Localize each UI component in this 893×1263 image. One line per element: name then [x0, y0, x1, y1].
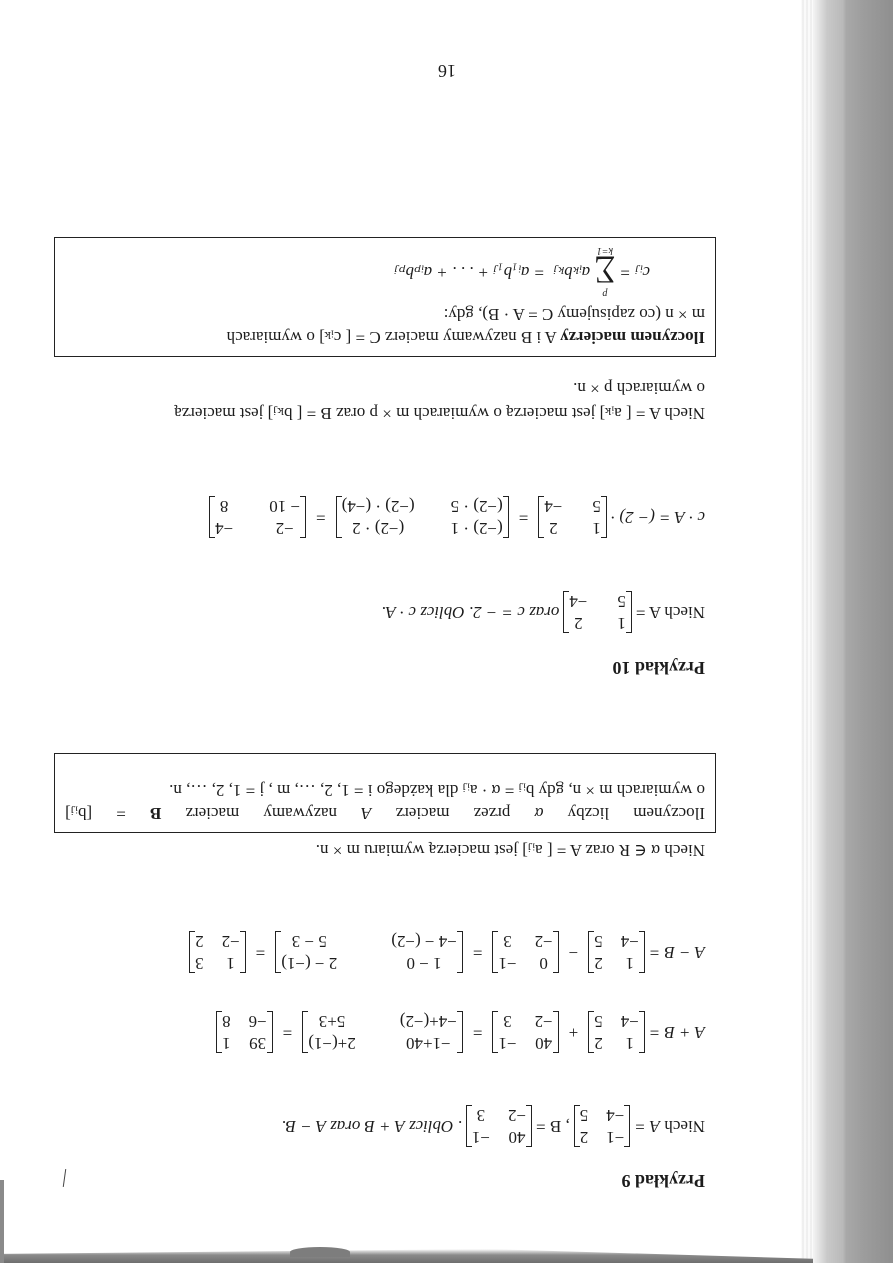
- sum-matrix-A: 1 2 −4 5: [588, 1011, 645, 1053]
- product-intro-line-2: o wymiarach p × n.: [573, 379, 705, 399]
- scalar-definition-box: [54, 753, 716, 833]
- sum-lhs: A + B =: [648, 1023, 705, 1042]
- equals-sign: =: [518, 508, 529, 527]
- diff-expanded-matrix: 1 − 0 2 − (−1) −4 − (−2) 5 − 3: [275, 931, 463, 973]
- matrix-B-label: , B =: [536, 1117, 570, 1136]
- diff-result-matrix: 1 3 −2 2: [189, 931, 246, 973]
- product-intro-line-1: Niech A = [ aᵢₖ] jest macierzą o wymiarach m × p oraz B = [ bₖⱼ] jest macierzą: [174, 404, 705, 423]
- example-10-statement: [381, 591, 705, 633]
- pencil-mark: [63, 1169, 66, 1187]
- statement-prefix: Niech A =: [635, 603, 705, 622]
- product-definition-box: [54, 237, 716, 357]
- example-9-heading: Przykład 9: [621, 1171, 705, 1191]
- summation-symbol: p ∑ k=1: [594, 244, 616, 300]
- scalar-def-line-2: o wymiarach m × n, gdy bᵢⱼ = α · aᵢⱼ dla każdego i = 1, 2, …, m , j = 1, 2, …, n.: [169, 781, 705, 801]
- calc-matrix-A: 1 2 5 −4: [538, 496, 607, 538]
- page-number: 16: [438, 61, 456, 81]
- example-9-statement: [282, 1105, 706, 1147]
- sum-equation: [212, 1011, 705, 1053]
- scalar-lhs: c · A = (− 2) ·: [610, 508, 705, 527]
- plus-operator: +: [568, 1023, 579, 1042]
- example-10-heading: Przykład 10: [612, 658, 705, 678]
- equals-sign: =: [255, 943, 266, 962]
- calc-result-matrix: −2 −4 − 10 8: [209, 496, 306, 538]
- scalar-def-line-1: Iloczynem liczby α przez macierz A nazywamy macierz B = [bᵢⱼ]: [65, 804, 705, 823]
- diff-matrix-A: 1 2 −4 5: [588, 931, 645, 973]
- product-def-line-1: Iloczynem macierzy A i B nazywamy macierz C = [ cᵢₖ] o wymiarach: [226, 328, 705, 347]
- difference-equation: [185, 931, 705, 973]
- sum-expanded-matrix: −1+40 2+(−1) −4+(−2) 5+3: [302, 1011, 463, 1053]
- equals-sign: =: [282, 1023, 293, 1042]
- calc-expanded-matrix: (−2) · 1 (−2) · 2 (−2) · 5 (−2) · (−4): [336, 496, 509, 538]
- matrix-A-label: A =: [634, 1117, 661, 1136]
- statement-suffix: oraz c = − 2. Oblicz c · A.: [381, 603, 560, 622]
- minus-operator: −: [568, 943, 579, 962]
- scalar-def-intro: Niech α ∈ R oraz A = [ aᵢⱼ] jest macierzą wymiaru m × n.: [315, 841, 705, 860]
- diff-matrix-B: 0 −1 −2 3: [492, 931, 558, 973]
- equals-sign: =: [316, 508, 326, 527]
- product-formula: cᵢⱼ = p ∑ k=1 aᵢₖbₖⱼ = aᵢ₁b₁ⱼ + . . . + aᵢₚbₚⱼ: [394, 244, 650, 300]
- statement-suffix: . Oblicz A + B oraz A − B.: [281, 1117, 462, 1136]
- statement-prefix: Niech: [664, 1117, 705, 1136]
- sum-result-matrix: 39 1 −6 8: [216, 1011, 273, 1053]
- diff-lhs: A − B =: [648, 943, 705, 962]
- product-def-intro: [174, 376, 705, 425]
- scalar-product-equation: [205, 496, 705, 538]
- product-def-line-2: m × n (co zapisujemy C = A · B), gdy:: [443, 305, 705, 325]
- matrix-B: 40 −1 −2 3: [466, 1105, 532, 1147]
- sum-matrix-B: 40 −1 −2 3: [492, 1011, 558, 1053]
- matrix-A: −1 2 −4 5: [574, 1105, 631, 1147]
- matrix-A: 1 2 5 −4: [563, 591, 632, 633]
- equals-sign: =: [472, 1023, 483, 1042]
- equals-sign: =: [472, 943, 483, 962]
